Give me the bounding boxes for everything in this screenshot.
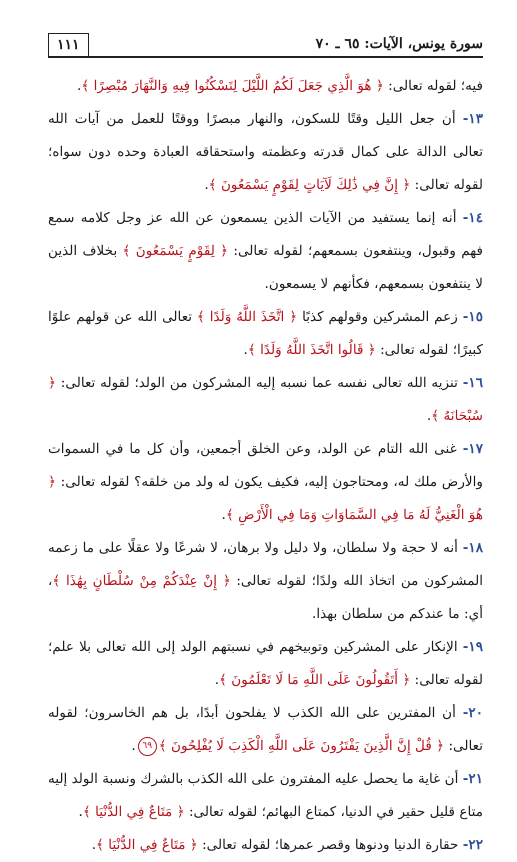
item-number: ٢١- <box>462 771 483 787</box>
item-number: ١٦- <box>462 375 483 391</box>
paragraph: فيه؛ لقوله تعالى: ﴿ هُوَ الَّذِي جَعَلَ لَكُمُ اللَّيْلَ لِتَسْكُنُوا فِيهِ وَالنَّهَارَ مُبْصِرًا ﴾. <box>77 78 483 94</box>
quran-quote: ﴿ هُوَ الَّذِي جَعَلَ لَكُمُ اللَّيْلَ لِتَسْكُنُوا فِيهِ وَالنَّهَارَ مُبْصِرًا ﴾ <box>81 78 384 94</box>
paragraph: ١٧- غنى الله التام عن الولد، وعن الخلق أجمعين، وأن كل ما في السموات والأرض ملك له، ومحتاجون إليه، فكيف يكون له ولد من خلقه؟ لقوله تعالى: ﴿ هُوَ الْغَنِيُّ لَهُ مَا فِي السَّمَاوَاتِ وَمَا فِي الْأَرْضِ ﴾. <box>48 441 483 523</box>
paragraph: ١٤- أنه إنما يستفيد من الآيات الذين يسمعون عن الله عز وجل كلامه سمع فهم وقبول، وينتفعون بسمعهم؛ لقوله تعالى: ﴿ لِقَوْمٍ يَسْمَعُونَ ﴾ بخلاف الذين لا ينتفعون بسمعهم، فكأنهم لا يسمعون. <box>48 210 484 292</box>
quran-quote: ﴿ مَتَاعٌ فِي الدُّنْيَا ﴾ <box>96 837 198 853</box>
paragraph: ١٣- أن جعل الليل وقتًا للسكون، والنهار مبصرًا ووقتًا للعمل من آيات الله تعالى الدالة على كمال قدرته وعظمته واستحقاقه العبادة وحده دون سواه؛ لقوله تعالى: ﴿ إِنَّ فِي ذَٰلِكَ لَآيَاتٍ لِقَوْمٍ يَسْمَعُونَ ﴾. <box>48 111 483 193</box>
page-body <box>48 70 484 853</box>
paragraph: ١٩- الإنكار على المشركين وتوبيخهم في نسبتهم الولد إلى الله تعالى بلا علم؛ لقوله تعالى: ﴿ أَتَقُولُونَ عَلَى اللَّهِ مَا لَا تَعْلَمُونَ ﴾. <box>48 639 483 688</box>
item-number: ٢٠- <box>462 705 483 721</box>
item-number: ١٩- <box>462 639 483 655</box>
quran-quote: ﴿ اتَّخَذَ اللَّهُ وَلَدًا ﴾ <box>196 309 298 325</box>
paragraph: ١٥- زعم المشركين وقولهم كذبًا ﴿ اتَّخَذَ اللَّهُ وَلَدًا ﴾ تعالى الله عن قولهم علوًا كبيرًا؛ لقوله تعالى: ﴿ قَالُوا اتَّخَذَ اللَّهُ وَلَدًا ﴾. <box>48 309 483 358</box>
paragraph: ٢٠- أن المفترين على الله الكذب لا يفلحون أبدًا، بل هم الخاسرون؛ لقوله تعالى: ﴿ قُلْ إِنَّ الَّذِينَ يَفْتَرُونَ عَلَى اللَّهِ الْكَذِبَ لَا يُفْلِحُونَ ﴾٦٩. <box>48 705 483 754</box>
verse-number-icon: ٦٩ <box>138 737 157 756</box>
quran-quote: ﴿ لِقَوْمٍ يَسْمَعُونَ ﴾ <box>122 243 229 259</box>
quran-quote: ﴿ قُلْ إِنَّ الَّذِينَ يَفْتَرُونَ عَلَى اللَّهِ الْكَذِبَ لَا يُفْلِحُونَ ﴾ <box>158 738 445 754</box>
quran-quote: ﴿ مَتَاعٌ فِي الدُّنْيَا ﴾ <box>82 804 185 820</box>
item-number: ١٤- <box>462 210 483 226</box>
quran-quote: ﴿ هُوَ الْغَنِيُّ لَهُ مَا فِي السَّمَاوَاتِ وَمَا فِي الْأَرْضِ ﴾ <box>48 474 483 523</box>
item-number: ١٨- <box>462 540 483 556</box>
surah-title: سورة يونس، الآيات: ٦٥ ـ ٧٠ <box>315 36 483 52</box>
page-header <box>48 22 483 58</box>
item-number: ٢٢- <box>462 837 483 853</box>
quran-quote: ﴿ إِنْ عِنْدَكُمْ مِنْ سُلْطَانٍ بِهَٰذَا ﴾ <box>52 573 231 589</box>
item-number: ١٣- <box>462 111 483 127</box>
page-number: ١١١ <box>48 33 89 57</box>
quran-quote: ﴿ قَالُوا اتَّخَذَ اللَّهُ وَلَدًا ﴾ <box>247 342 376 358</box>
item-number: ١٧- <box>462 441 483 457</box>
item-number: ١٥- <box>462 309 483 325</box>
quran-quote: ﴿ أَتَقُولُونَ عَلَى اللَّهِ مَا لَا تَعْلَمُونَ ﴾ <box>219 672 411 688</box>
paragraph: ٢١- أن غاية ما يحصل عليه المفترون على الله الكذب بالشرك ونسبة الولد إليه متاع قليل حقير في الدنيا، كمتاع البهائم؛ لقوله تعالى: ﴿ مَتَاعٌ فِي الدُّنْيَا ﴾. <box>48 771 483 820</box>
quran-quote: ﴿ سُبْحَانَهُ ﴾ <box>48 375 483 424</box>
paragraph: ١٨- أنه لا حجة ولا سلطان، ولا دليل ولا برهان، لا شرعًا ولا عقلًا على ما زعمه المشركون من اتخاذ الله ولدًا؛ لقوله تعالى: ﴿ إِنْ عِنْدَكُمْ مِنْ سُلْطَانٍ بِهَٰذَا ﴾، أي: ما عندكم من سلطان بهذا. <box>48 540 483 622</box>
paragraph: ١٦- تنزيه الله تعالى نفسه عما نسبه إليه المشركون من الولد؛ لقوله تعالى: ﴿ سُبْحَانَهُ ﴾. <box>48 375 483 424</box>
paragraph: ٢٢- حقارة الدنيا ودنوها وقصر عمرها؛ لقوله تعالى: ﴿ مَتَاعٌ فِي الدُّنْيَا ﴾. <box>91 837 483 853</box>
quran-quote: ﴿ إِنَّ فِي ذَٰلِكَ لَآيَاتٍ لِقَوْمٍ يَسْمَعُونَ ﴾ <box>208 177 411 193</box>
